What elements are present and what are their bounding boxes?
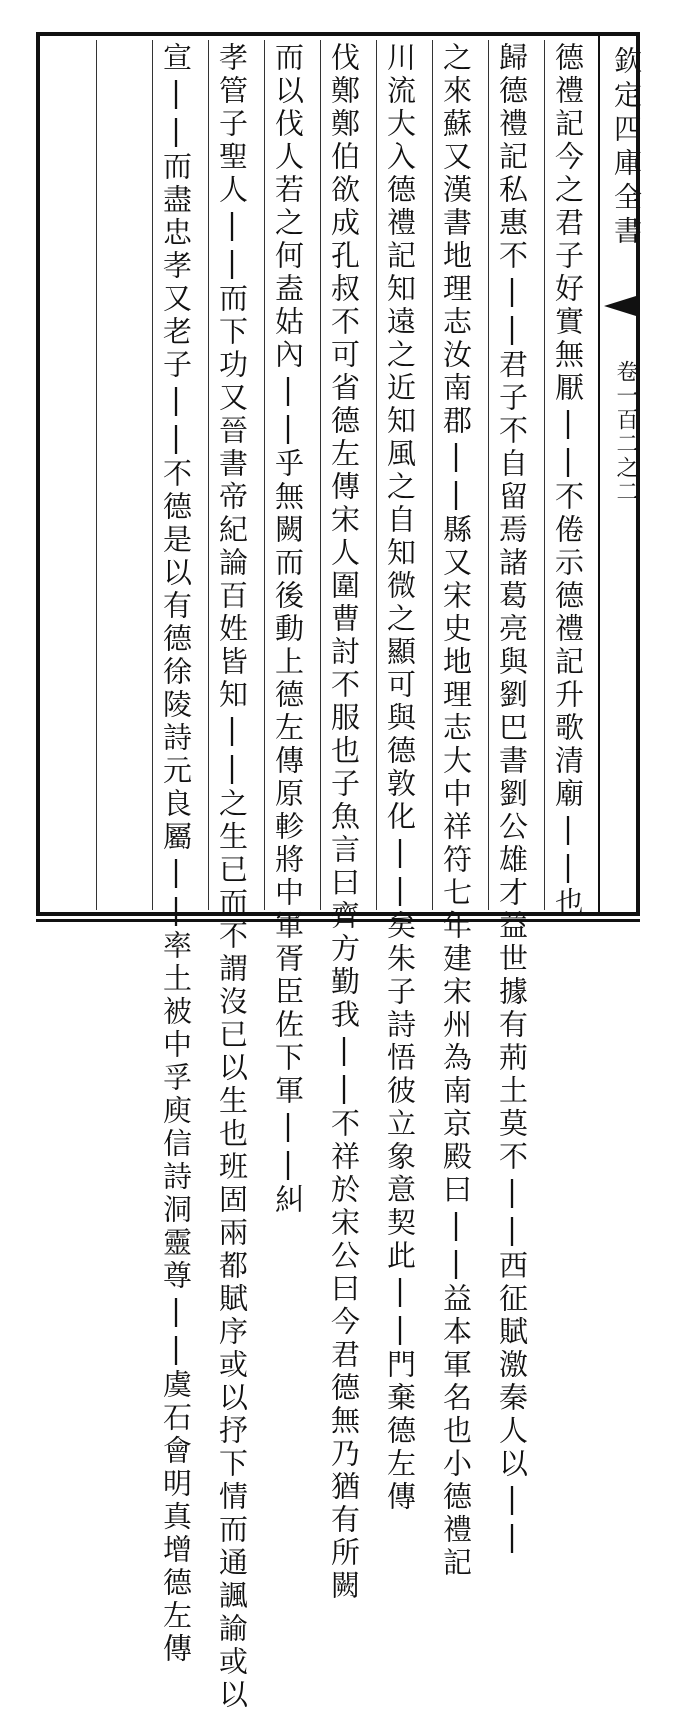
text-column-3: 之來蘇又漢書地理志汝南郡||縣又宋史地理志大中祥符七年建宋州為南京殿曰||益本軍名也小德禮記	[439, 42, 473, 1580]
text-column-2: 歸德禮記私惠不||君子不自留焉諸葛亮與劉巴書劉公雄才益世據有荊土莫不||西征賦激秦人以||	[495, 42, 529, 1557]
text-column-4: 川流大入德禮記知遠之近知風之自知微之顯可與德敦化||矣朱子詩悟彼立象意契此||門棄德左傳	[383, 42, 417, 1514]
book-title: 欽定四庫全書	[610, 46, 643, 250]
column-rule	[152, 40, 153, 910]
column-rule	[96, 40, 97, 910]
text-column-7: 孝管子聖人||而下功又晉書帝紀論百姓皆知||之生已而不謂沒已以生也班固兩都賦序或以抒下情而通諷諭或以	[215, 42, 249, 1712]
column-rule	[264, 40, 265, 910]
column-rule	[544, 40, 545, 910]
text-column-5: 伐鄭鄭伯欲成孔叔不可省德左傳宋人圍曹討不服也子魚言曰齊方勤我||不祥於宋公曰今君德無乃猶有所闕	[327, 42, 361, 1603]
column-rule	[320, 40, 321, 910]
text-column-8: 宣||而盡忠孝又老子||不德是以有德徐陵詩元良屬||率土被中孚庾信詩洞靈尊||虞石會明真增德左傳	[159, 42, 193, 1666]
volume-label: 卷一百二之二	[613, 360, 638, 504]
column-rule	[488, 40, 489, 910]
column-rule	[432, 40, 433, 910]
column-rule	[208, 40, 209, 910]
text-column-6: 而以伐人若之何盍姑內||乎無闕而後動上德左傳原軫將中軍胥臣佐下軍||糾	[271, 42, 305, 1217]
fishtail-mark-icon	[604, 296, 636, 316]
text-column-1: 德禮記今之君子好實無厭||不倦示德禮記升歌清廟||也	[551, 42, 585, 920]
column-rule	[376, 40, 377, 910]
